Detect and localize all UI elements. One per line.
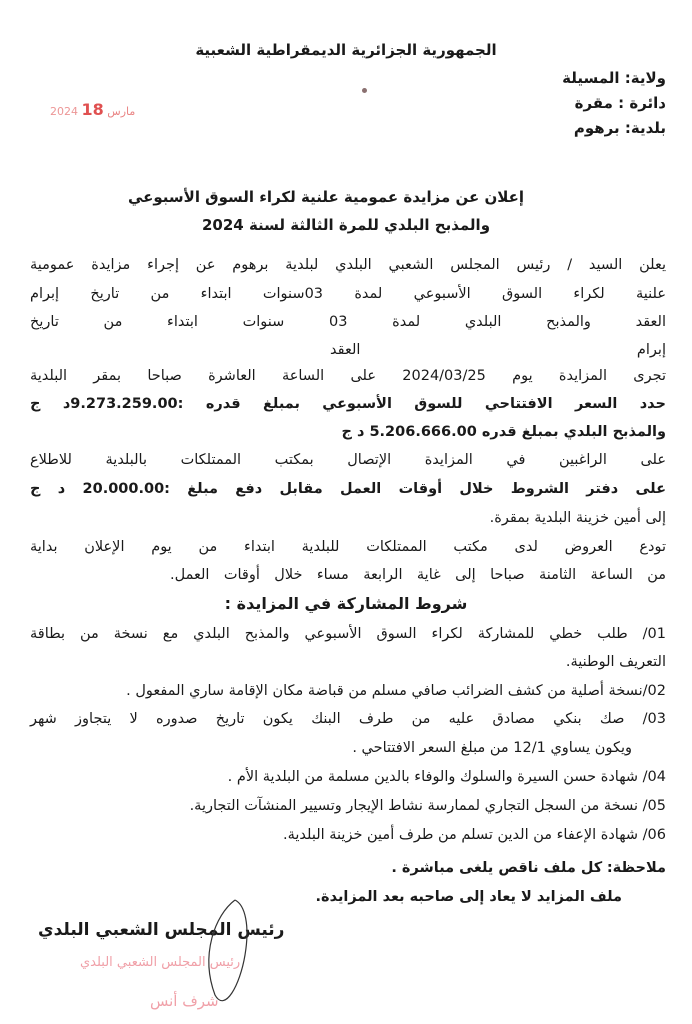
announcement-title-1: إعلان عن مزايدة عمومية علنية لكراء السوق الأسبوعي [127, 188, 525, 206]
body-line: يعلن السيد / رئيس المجلس الشعبي البلدي لبلدية برهوم عن إجراء مزايدة عمومية [30, 257, 666, 273]
condition-line: 06/ شهادة الإعفاء من الدين تسلم من طرف أمين خزينة البلدية. [283, 827, 666, 843]
body-line: علنية لكراء السوق الأسبوعي لمدة 03سنوات ابتداء من تاريخ إبرام [30, 286, 666, 302]
body-line: إبرام العقد [330, 342, 666, 358]
note-text-1: كل ملف ناقص يلغى مباشرة . [391, 860, 603, 876]
wilaya: ولاية: المسيلة [562, 69, 666, 87]
conditions-title: شروط المشاركة في المزايدة : [224, 594, 468, 613]
condition-line: 04/ شهادة حسن السيرة والسلوك والوفاء بالدين مسلمة من البلدية الأم . [227, 769, 666, 785]
body-line: والمذبح البلدي بمبلغ قدره 5.206.666.00 د ج [341, 424, 666, 440]
body-line: تجرى المزايدة يوم 2024/03/25 على الساعة العاشرة صباحا بمقر البلدية [30, 368, 666, 384]
body-line: تودع العروض لدى مكتب الممتلكات للبلدية ابتداء من يوم الإعلان بداية [30, 539, 666, 555]
daira: دائرة : مقرة [574, 94, 666, 112]
condition-line: 01/ طلب خطي للمشاركة لكراء السوق الأسبوعي والمذبح البلدي مع نسخة من بطاقة [30, 626, 666, 642]
note [391, 858, 666, 878]
stamp-year: 2024 [50, 105, 78, 118]
body-line: على الراغبين في المزايدة الإتصال بمكتب الممتلكات بالبلدية للاطلاع [30, 452, 666, 468]
condition-line: 02/نسخة أصلية من كشف الضرائب صافي مسلم من قباضة مكان الإقامة ساري المفعول . [126, 683, 666, 699]
seal-line-1: رئيس المجلس الشعبي البلدي [80, 955, 241, 970]
republic-title: الجمهورية الجزائرية الديمقراطية الشعبية [195, 41, 497, 59]
condition-line: ويكون يساوي 12/1 من مبلغ السعر الافتتاحي . [352, 740, 632, 756]
date-stamp [50, 100, 135, 119]
body-line: حدد السعر الافتتاحي للسوق الأسبوعي بمبلغ قدره :9.273.259.00د ج [30, 396, 666, 412]
body-line: العقد والمذبح البلدي لمدة 03 سنوات ابتداء من تاريخ [30, 314, 666, 330]
dot-mark [362, 88, 367, 93]
condition-line: 05/ نسخة من السجل التجاري لممارسة نشاط الإيجار وتسيير المنشآت التجارية. [189, 798, 666, 814]
body-line: على دفتر الشروط خلال أوقات العمل مقابل دفع مبلغ :20.000.00 د ج [30, 481, 666, 497]
note-text-2: ملف المزايد لا يعاد إلى صاحبه بعد المزايدة. [315, 889, 622, 905]
body-line: إلى أمين خزينة البلدية بمقرة. [489, 510, 666, 526]
condition-line: 03/ صك بنكي مصادق عليه من طرف البنك يكون تاريخ صدوره لا يتجاوز شهر [30, 711, 666, 727]
baladia: بلدية: برهوم [573, 119, 666, 137]
announcement-title-2: والمذبح البلدي للمرة الثالثة لسنة 2024 [201, 216, 491, 234]
seal-line-2: شرف أنس [150, 992, 219, 1010]
condition-line: التعريف الوطنية. [565, 654, 666, 670]
body-line: من الساعة الثامنة صباحا إلى غاية الرابعة مساء خلال أوقات العمل. [170, 567, 666, 583]
signature-title: رئيس المجلس الشعبي البلدي [38, 920, 285, 940]
note-label: ملاحظة: [606, 860, 666, 876]
stamp-day: 18 [81, 100, 104, 119]
stamp-month: مارس [107, 105, 136, 118]
signature-scribble [195, 895, 255, 1015]
